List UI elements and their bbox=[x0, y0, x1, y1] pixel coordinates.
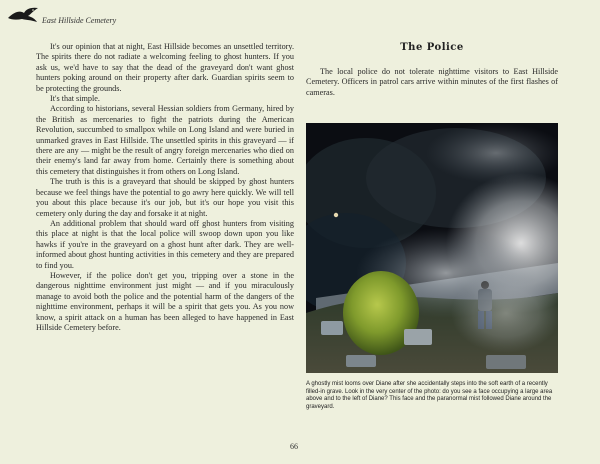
body-paragraph: The truth is this is a graveyard that should be skipped by ghost hunters because we feel things have the potential to go awry here quickly. We will tell you about this place because it's our job, but it's our hope you visit this cemetery only during the day and forsake it at night. bbox=[36, 177, 294, 218]
right-column bbox=[306, 42, 558, 98]
body-paragraph: The local police do not tolerate nighttime visitors to East Hillside Cemetery. Officers in patrol cars arrive within minutes of the first flashes of cameras. bbox=[306, 67, 558, 97]
cemetery-photo bbox=[306, 123, 558, 373]
body-paragraph: However, if the police don't get you, tripping over a stone in the dangerous nighttime environment just might — and if you miraculously manage to avoid both the police and the potential harm of the dangers of the nighttime environment, perhaps it will be a spirit that gets you. As you now know, a spirit attack on a human has been alleged to have happened in East Hillside Cemetery before. bbox=[36, 270, 294, 332]
body-paragraph: It's our opinion that at night, East Hillside becomes an unsettled territory. The spirits there do not radiate a welcoming feeling to ghost hunters. If you ask us, we'd have to say that the dead of the graveyard don't want ghost hunters poking around on their property after dark. Guardian spirits seem to be protecting the grounds. bbox=[36, 42, 294, 93]
body-paragraph: According to historians, several Hessian soldiers from Germany, hired by the British as mercenaries to fight the patriots during the American Revolution, succumbed to smallpox while on Long Island and were buried in unmarked graves in East Hillside. The unsettled spirits in this graveyard — if there are any — might be the result of angry foreign mercenaries who died on their enemy's land far away from home. Certainly there is something about this cemetery that distinguishes it from others on Long Island. bbox=[36, 104, 294, 176]
section-title: The Police bbox=[400, 42, 464, 53]
raven-icon bbox=[6, 4, 40, 26]
body-paragraph: An additional problem that should ward off ghost hunters from visiting this place at night is that the local police will swoop down upon you like hawks if you're in the graveyard on a ghost hunt after dark. They are well-informed about ghost hunting activities in this cemetery and they are prepared to find you. bbox=[36, 218, 294, 270]
running-title: East Hillside Cemetery bbox=[42, 16, 117, 25]
photo-caption: A ghostly mist looms over Diane after she accidentally steps into the soft earth of a recently filled-in grave. Look in the very center of the photo: do you see a face occupying a large area above and to the left of Diane? This face and the paranormal mist followed Diane around the graveyard. bbox=[306, 381, 553, 410]
left-column bbox=[36, 42, 294, 333]
page-number: 66 bbox=[290, 442, 298, 451]
body-paragraph: It's that simple. bbox=[50, 94, 100, 104]
